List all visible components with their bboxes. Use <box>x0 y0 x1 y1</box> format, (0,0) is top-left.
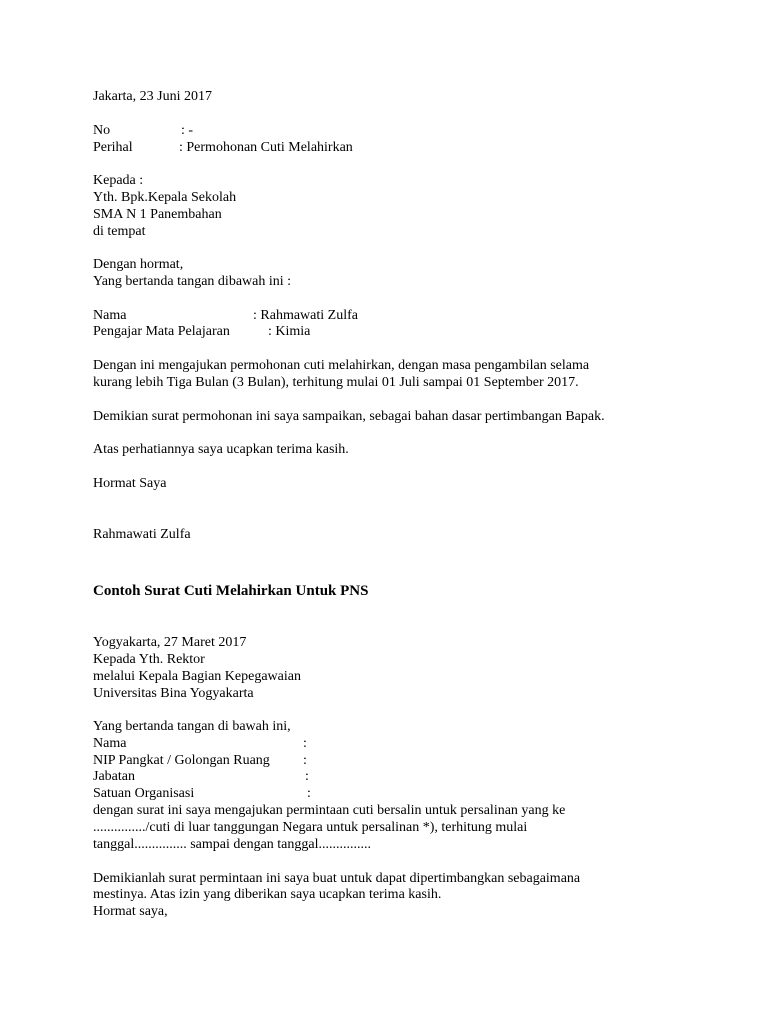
letter2-field-label: Satuan Organisasi <box>93 786 195 801</box>
section-heading: Contoh Surat Cuti Melahirkan Untuk PNS <box>93 583 369 599</box>
letter2-field-colon: : <box>303 736 307 751</box>
letter2-body-line: tanggal............... sampai dengan tanggal............... <box>93 837 371 852</box>
letter2-body-line: .............../cuti di luar tanggungan Negara untuk persalinan *), terhitung mulai <box>93 820 528 835</box>
letter1-nama-label: Nama <box>93 308 127 323</box>
letter1-thanks: Atas perhatiannya saya ucapkan terima kasih. <box>93 442 349 457</box>
letter1-closing: Demikian surat permohonan ini saya sampaikan, sebagai bahan dasar pertimbangan Bapak. <box>93 409 605 424</box>
recipient-line: SMA N 1 Panembahan <box>93 207 222 222</box>
letter1-pengajar-label: Pengajar Mata Pelajaran <box>93 324 230 339</box>
letter2-header-line: Yogyakarta, 27 Maret 2017 <box>93 635 247 650</box>
letter1-no-value: : - <box>181 123 194 138</box>
letter1-pengajar-value: : Kimia <box>268 324 311 339</box>
letter2-sign-off: Hormat saya, <box>93 904 168 919</box>
letter1-perihal-label: Perihal <box>93 140 133 155</box>
letter2-header-line: Universitas Bina Yogyakarta <box>93 686 254 701</box>
letter2-intro: Yang bertanda tangan di bawah ini, <box>93 719 291 734</box>
letter1-perihal-value: : Permohonan Cuti Melahirkan <box>179 140 353 155</box>
letter2-field-colon: : <box>305 769 309 784</box>
letter2-body-line: dengan surat ini saya mengajukan permintaan cuti bersalin untuk persalinan yang ke <box>93 803 566 818</box>
recipient-line: di tempat <box>93 224 146 239</box>
letter2-field-label: NIP Pangkat / Golongan Ruang <box>93 753 270 768</box>
letter2-closing-line: mestinya. Atas izin yang diberikan saya ucapkan terima kasih. <box>93 887 442 902</box>
letter2-field-label: Nama <box>93 736 127 751</box>
letter2-field-label: Jabatan <box>93 769 135 784</box>
letter2-closing-line: Demikianlah surat permintaan ini saya buat untuk dapat dipertimbangkan sebagaimana <box>93 871 581 886</box>
letter1-body-line: Dengan ini mengajukan permohonan cuti melahirkan, dengan masa pengambilan selama <box>93 358 590 373</box>
letter1-sign-off: Hormat Saya <box>93 476 167 491</box>
letter1-intro: Yang bertanda tangan dibawah ini : <box>93 274 292 289</box>
letter2-field-colon: : <box>307 786 311 801</box>
recipient-line: Kepada : <box>93 173 144 188</box>
letter1-no-label: No <box>93 123 111 138</box>
letter1-greeting: Dengan hormat, <box>93 257 184 272</box>
letter1-signer: Rahmawati Zulfa <box>93 527 191 542</box>
letter1-date: Jakarta, 23 Juni 2017 <box>93 89 212 104</box>
letter1-body-line: kurang lebih Tiga Bulan (3 Bulan), terhitung mulai 01 Juli sampai 01 September 2017. <box>93 375 579 390</box>
letter2-header-line: melalui Kepala Bagian Kepegawaian <box>93 669 301 684</box>
letter2-header-line: Kepada Yth. Rektor <box>93 652 205 667</box>
letter1-nama-value: : Rahmawati Zulfa <box>253 308 358 323</box>
recipient-line: Yth. Bpk.Kepala Sekolah <box>93 190 237 205</box>
letter2-field-colon: : <box>303 753 307 768</box>
